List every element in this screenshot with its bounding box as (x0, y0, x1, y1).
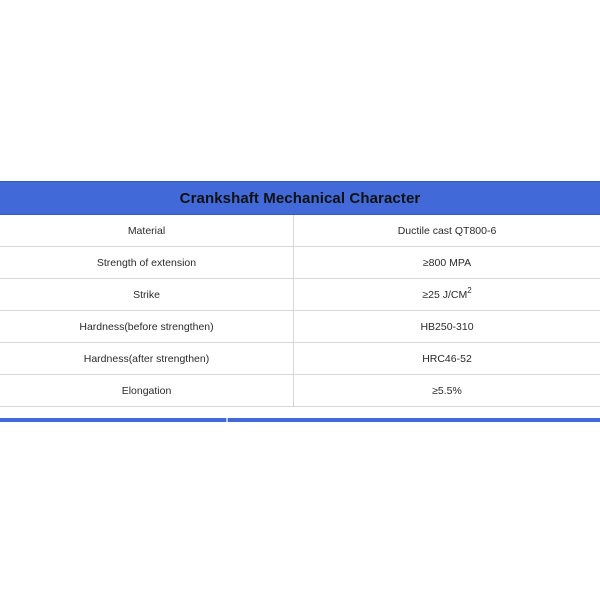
footer-divider (226, 418, 228, 422)
table-row (0, 375, 600, 407)
spec-table (0, 181, 600, 422)
row-value-text: ≥25 J/CM (422, 288, 468, 301)
row-label: Elongation (0, 375, 294, 406)
table-row (0, 343, 600, 375)
row-label: Hardness(after strengthen) (0, 343, 294, 374)
row-value: HB250-310 (420, 320, 474, 333)
row-value (294, 279, 600, 310)
row-value: ≥5.5% (432, 384, 462, 397)
row-value: HRC46-52 (422, 352, 472, 365)
row-value: ≥800 MPA (422, 256, 472, 269)
table-row (0, 247, 600, 279)
row-label: Hardness(before strengthen) (0, 311, 294, 342)
table-row (0, 311, 600, 343)
table-footer-bar (0, 418, 600, 422)
row-label: Strike (0, 279, 294, 310)
row-label: Strength of extension (0, 247, 294, 278)
table-title: Crankshaft Mechanical Character (179, 189, 421, 207)
row-value: Ductile cast QT800-6 (397, 224, 497, 237)
table-row (0, 215, 600, 247)
table-header (0, 181, 600, 215)
row-label: Material (0, 215, 294, 246)
row-value-superscript: 2 (467, 286, 472, 295)
table-row (0, 279, 600, 311)
